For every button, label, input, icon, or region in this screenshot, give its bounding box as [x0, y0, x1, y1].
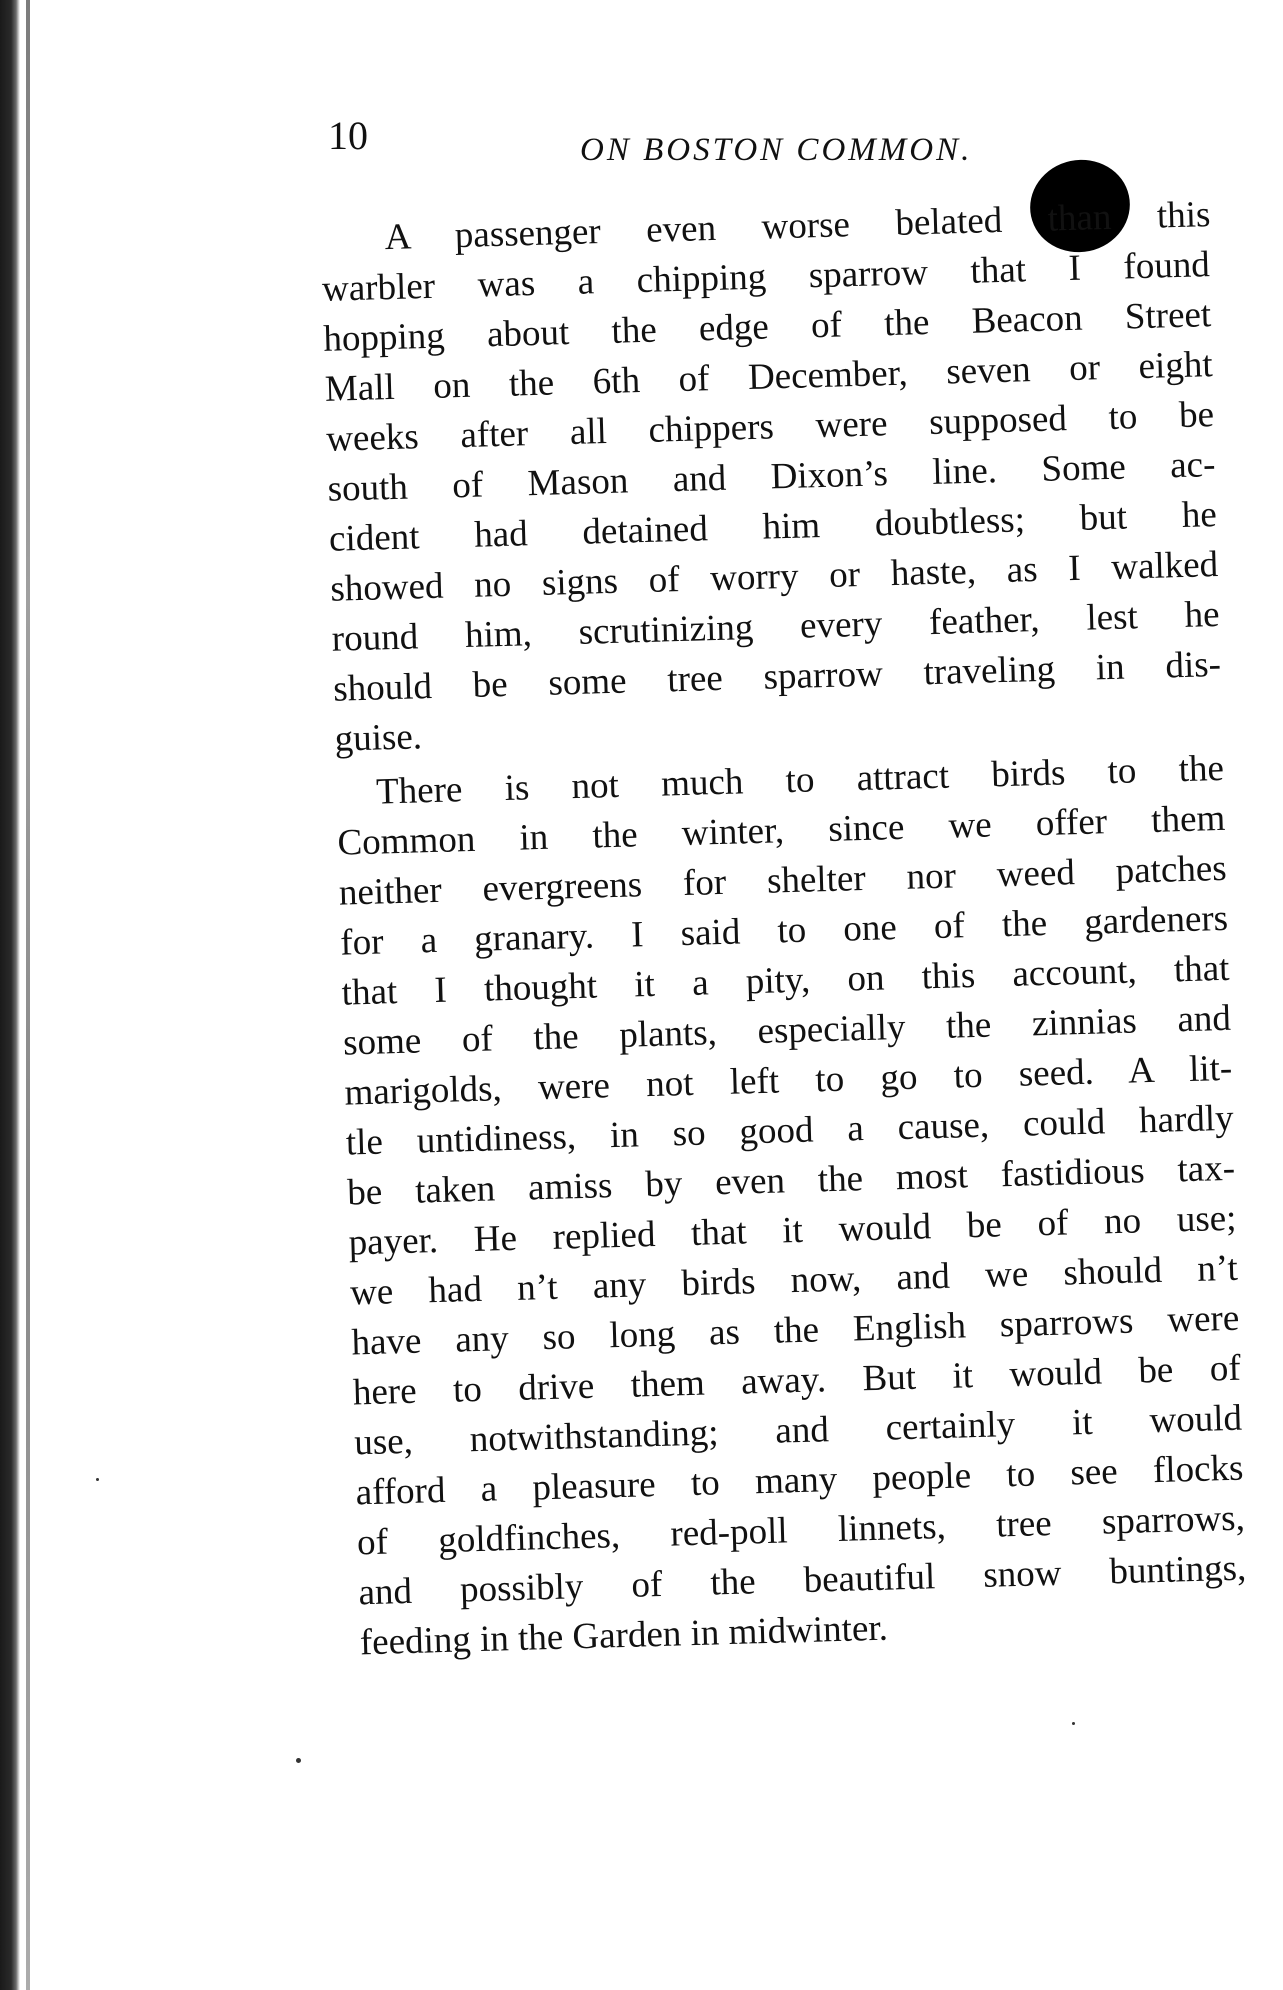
scan-speck [1072, 1722, 1075, 1725]
text-line: have any so long as the English sparrows were [350, 1297, 1240, 1364]
text-line: Common in the winter, since we offer them [336, 797, 1226, 864]
text-line: cident had detained him doubtless; but he [328, 494, 1218, 560]
text-line: tle untidiness, in so good a cause, could hardly [345, 1097, 1235, 1164]
text-line: showed no signs of worry or haste, as I walked [329, 543, 1219, 610]
text-line: and possibly of the beautiful snow buntings, [357, 1547, 1247, 1614]
text-line: guise. [334, 716, 423, 760]
text-line: use, notwithstanding; and certainly it would [353, 1397, 1243, 1464]
text-line: hopping about the edge of the Beacon Street [322, 294, 1212, 360]
scan-speck [296, 1758, 301, 1763]
text-line: round him, scrutinizing every feather, lest he [331, 593, 1221, 660]
text-line: payer. He replied that it would be of no use; [348, 1197, 1237, 1264]
running-head: ON BOSTON COMMON. [580, 132, 973, 168]
binding-shadow [26, 0, 30, 1990]
page-number: 10 [328, 113, 368, 158]
text-line: marigolds, were not left to go to seed. A lit- [343, 1047, 1233, 1114]
text-line: warbler was a chipping sparrow that I found [321, 244, 1211, 310]
text-line: of goldfinches, red-poll linnets, tree sparrows, [356, 1497, 1246, 1564]
text-line: here to drive them away. But it would be of [352, 1347, 1242, 1414]
text-line: A passenger even worse belated than this [384, 194, 1211, 259]
text-line: neither evergreens for shelter nor weed patches [338, 847, 1228, 914]
scan-speck [96, 1478, 99, 1481]
text-line: afford a pleasure to many people to see flocks [355, 1447, 1244, 1514]
binding-edge [0, 0, 20, 1990]
text-line: that I thought it a pity, on this account, that [341, 947, 1230, 1014]
text-line: south of Mason and Dixon’s line. Some ac- [327, 444, 1216, 510]
text-line: weeks after all chippers were supposed to be [325, 394, 1215, 460]
text-line: some of the plants, especially the zinnias and [342, 997, 1232, 1064]
text-line: feeding in the Garden in midwinter. [359, 1607, 889, 1664]
text-line: we had n’t any birds now, and we should n’t [349, 1247, 1239, 1314]
text-line: should be some tree sparrow traveling in dis- [332, 643, 1222, 710]
text-line: Mall on the 6th of December, seven or eight [324, 344, 1214, 410]
text-line: be taken amiss by even the most fastidious tax- [346, 1147, 1236, 1214]
text-line: for a granary. I said to one of the gardeners [339, 897, 1229, 964]
text-line: There is not much to attract birds to the [375, 747, 1225, 813]
